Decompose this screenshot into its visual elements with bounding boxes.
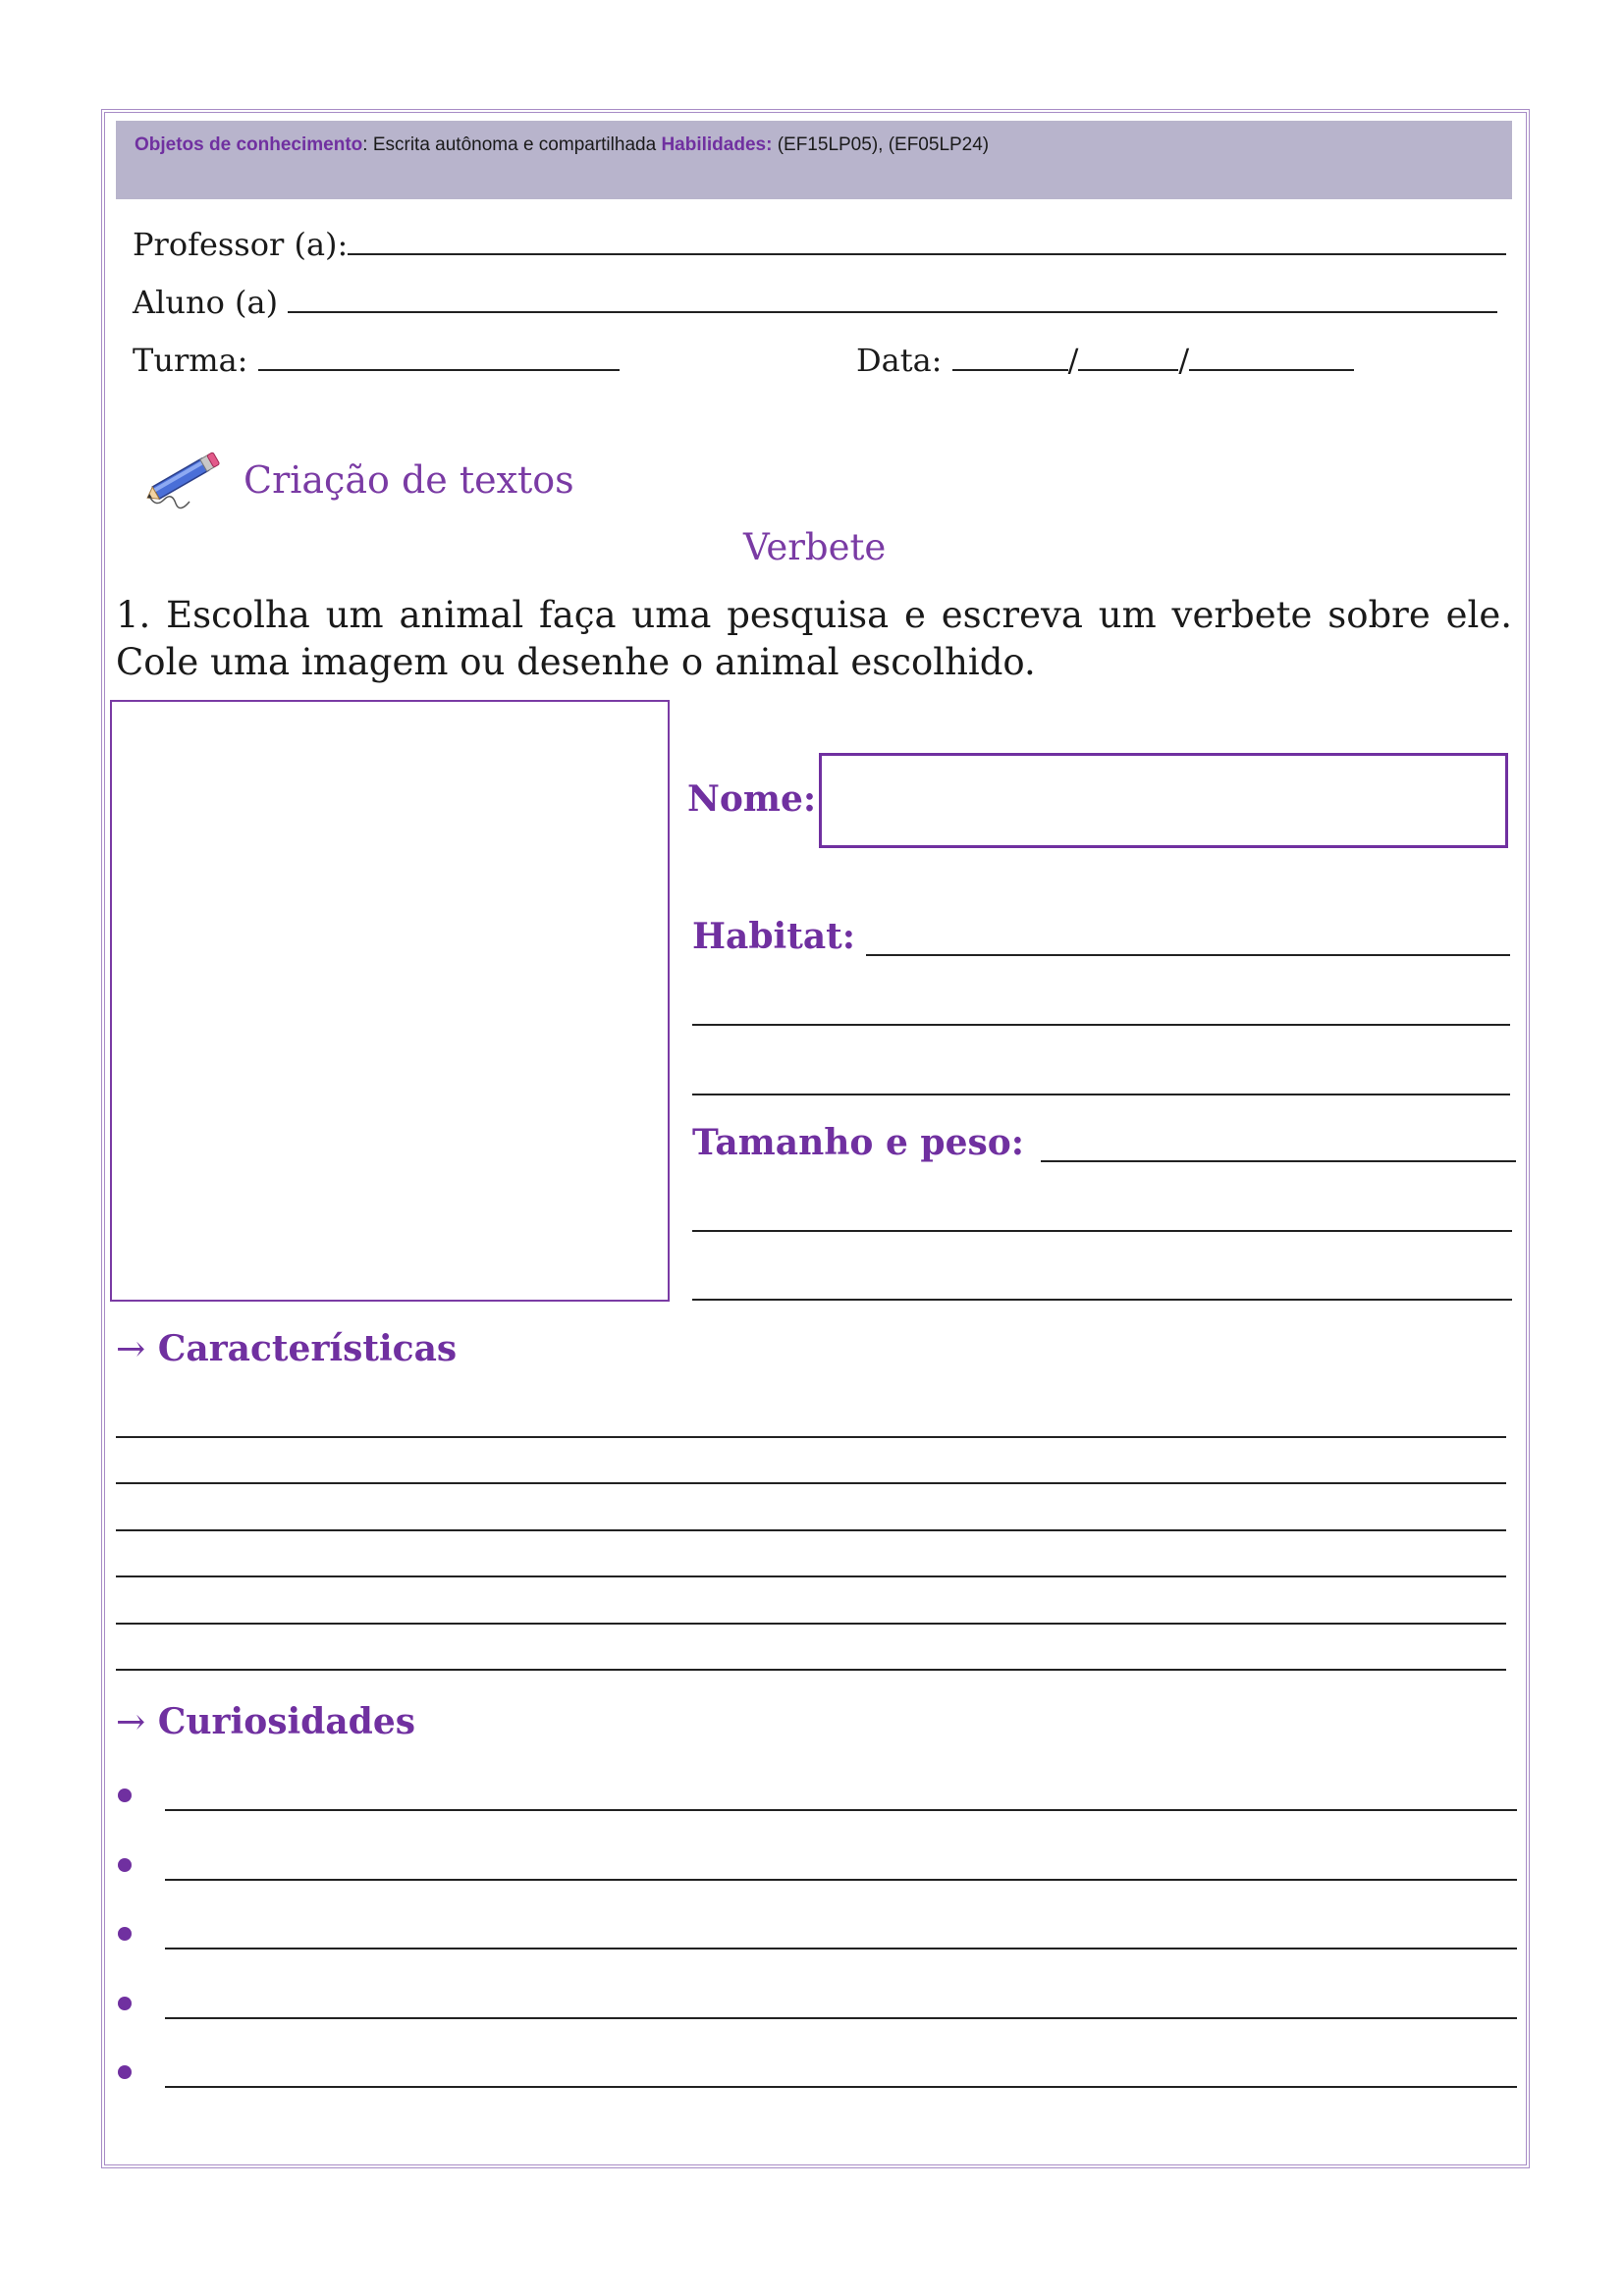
curiosidade-line[interactable] <box>165 1879 1517 1881</box>
habitat-line[interactable] <box>692 1094 1510 1095</box>
nome-input-box[interactable] <box>819 753 1508 848</box>
section-subtitle: Verbete <box>743 526 887 568</box>
bullet-icon <box>118 1858 132 1872</box>
curiosidades-label: Curiosidades <box>157 1701 415 1742</box>
caracteristicas-line[interactable] <box>116 1529 1506 1531</box>
bullet-icon <box>118 1789 132 1802</box>
caracteristicas-line[interactable] <box>116 1669 1506 1671</box>
caracteristicas-line[interactable] <box>116 1482 1506 1484</box>
header-band <box>116 121 1512 199</box>
bullet-icon <box>118 1927 132 1941</box>
objects-value: : Escrita autônoma e compartilhada <box>362 134 662 155</box>
professor-field <box>133 226 1506 263</box>
aluno-field <box>133 284 1497 321</box>
data-label: Data: <box>856 342 943 379</box>
section-title: Criação de textos <box>244 458 574 502</box>
tamanho-line[interactable] <box>692 1230 1512 1232</box>
habitat-label: Habitat: <box>692 916 856 957</box>
data-field <box>856 342 1354 379</box>
caracteristicas-line[interactable] <box>116 1436 1506 1438</box>
professor-line[interactable] <box>348 228 1506 255</box>
pencil-icon <box>142 447 226 520</box>
curiosidade-line[interactable] <box>165 1948 1517 1949</box>
turma-line[interactable] <box>258 344 620 371</box>
date-separator: / <box>1178 342 1190 379</box>
caracteristicas-line[interactable] <box>116 1623 1506 1625</box>
date-month-line[interactable] <box>1078 344 1178 371</box>
caracteristicas-line[interactable] <box>116 1575 1506 1577</box>
bullet-icon <box>118 1997 132 2010</box>
caracteristicas-label: Características <box>157 1328 458 1369</box>
instruction-text: 1. Escolha um animal faça uma pesquisa e escreva um verbete sobre ele. Cole uma imagem ou desenhe o animal escolhido. <box>116 594 1512 683</box>
header-info <box>135 134 989 156</box>
curiosidades-heading <box>116 1701 415 1742</box>
tamanho-line[interactable] <box>692 1299 1512 1301</box>
aluno-label: Aluno (a) <box>133 284 279 321</box>
nome-label: Nome: <box>687 778 817 820</box>
curiosidade-line[interactable] <box>165 2086 1517 2088</box>
arrow-icon: → <box>116 1702 146 1742</box>
tamanho-label: Tamanho e peso: <box>692 1122 1025 1163</box>
skills-label: Habilidades: <box>661 134 773 155</box>
habitat-line[interactable] <box>692 1024 1510 1026</box>
professor-label: Professor (a): <box>133 226 349 263</box>
date-separator: / <box>1067 342 1079 379</box>
turma-label: Turma: <box>133 342 248 379</box>
tamanho-line[interactable] <box>1041 1160 1516 1162</box>
aluno-line[interactable] <box>288 286 1497 313</box>
curiosidade-line[interactable] <box>165 1809 1517 1811</box>
turma-field <box>133 342 620 379</box>
objects-label: Objetos de conhecimento <box>135 134 363 155</box>
caracteristicas-heading <box>116 1328 457 1369</box>
curiosidade-line[interactable] <box>165 2017 1517 2019</box>
bullet-icon <box>118 2065 132 2079</box>
image-drawing-box[interactable] <box>110 700 670 1302</box>
arrow-icon: → <box>116 1329 146 1369</box>
date-day-line[interactable] <box>952 344 1068 371</box>
date-year-line[interactable] <box>1189 344 1354 371</box>
skills-value: (EF15LP05), (EF05LP24) <box>772 134 990 155</box>
habitat-line[interactable] <box>866 954 1510 956</box>
